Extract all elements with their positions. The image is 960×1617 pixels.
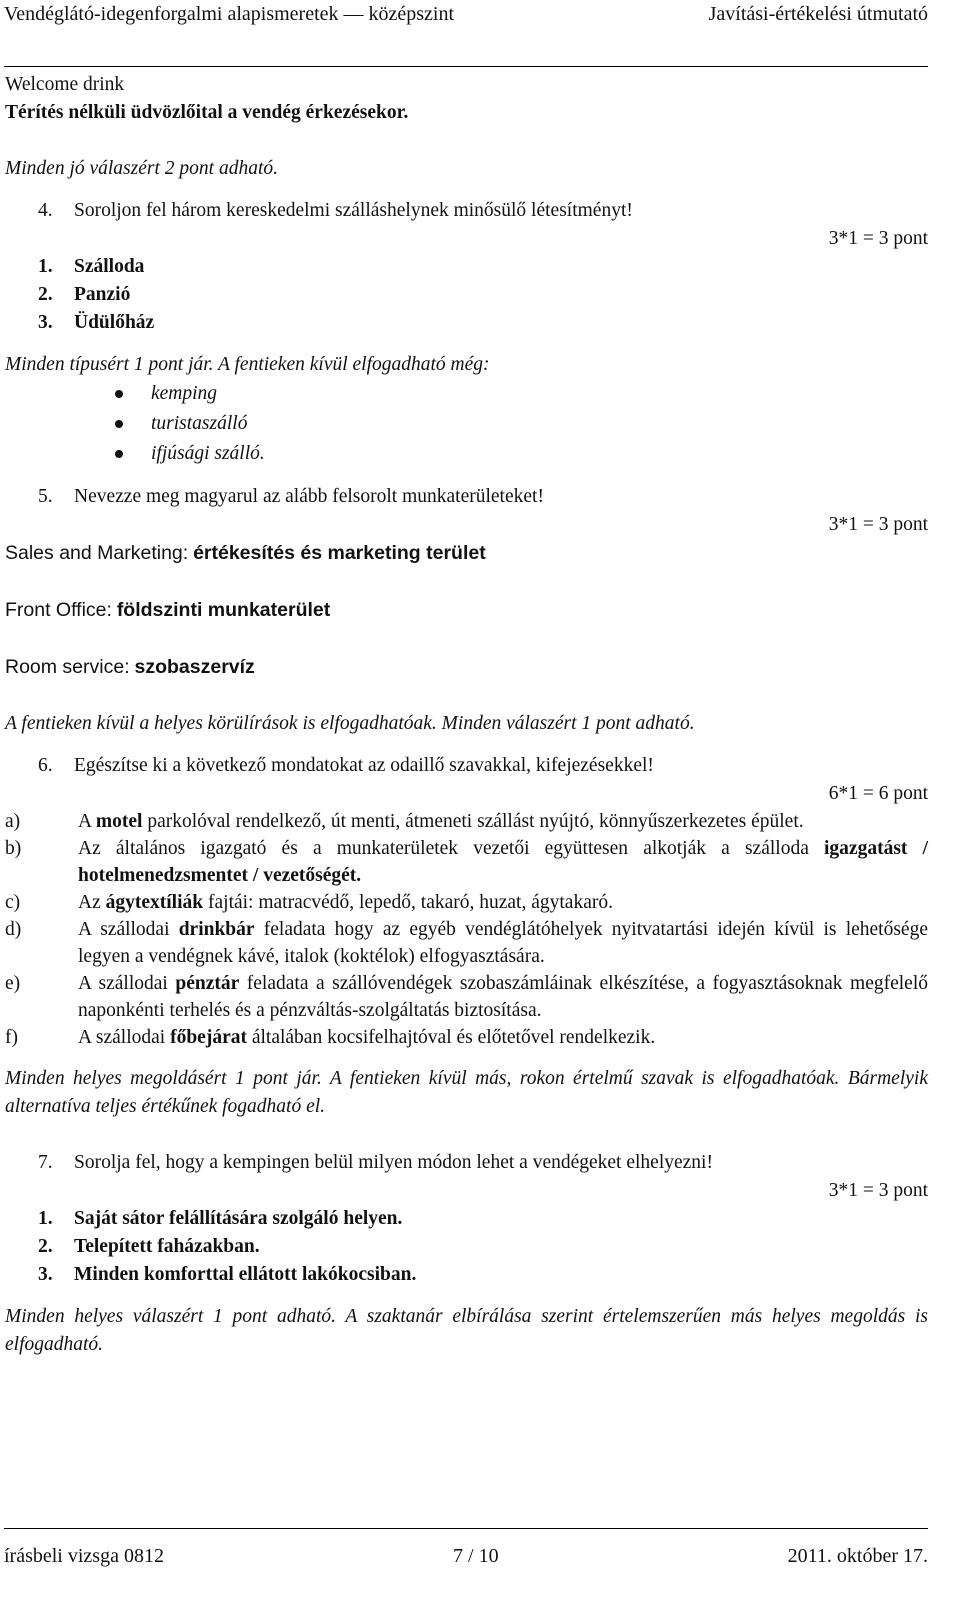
worksection-item: Sales and Marketing: értékesítés és marketing terület bbox=[5, 542, 486, 564]
answer-item: 1. Saját sátor felállítására szolgáló helyen. bbox=[38, 1208, 403, 1229]
header-subtitle: Javítási-értékelési útmutató bbox=[708, 3, 928, 25]
question-text: Nevezze meg magyarul az alább felsorolt munkaterületeket! bbox=[74, 486, 544, 507]
question-number: 4. bbox=[38, 200, 53, 221]
page-content bbox=[5, 71, 928, 1359]
bullet-item: ifjúsági szálló. bbox=[5, 439, 928, 469]
page-header bbox=[4, 0, 928, 26]
answer-item: 3. Üdülőház bbox=[38, 312, 155, 333]
question-points: 3*1 = 3 pont bbox=[828, 228, 928, 249]
answer-item: 2. Telepített faházakban. bbox=[38, 1236, 260, 1257]
term-welcome-drink: Welcome drink bbox=[5, 74, 125, 95]
bullet-list bbox=[5, 379, 928, 469]
question-number: 5. bbox=[38, 486, 53, 507]
scoring-note: Minden jó válaszért 2 pont adható. bbox=[5, 158, 278, 179]
q5-first-row bbox=[5, 511, 928, 568]
question-points: 3*1 = 3 pont bbox=[828, 514, 928, 535]
question-text: Soroljon fel három kereskedelmi szálláshelynek minősülő létesítményt! bbox=[74, 200, 633, 221]
question-points: 6*1 = 6 pont bbox=[828, 783, 928, 804]
completion-item: c) Az ágytextíliák fajtái: matracvédő, lepedő, takaró, huzat, ágytakaró. bbox=[5, 892, 613, 913]
scoring-note: Minden helyes válaszért 1 pont adható. A szaktanár elbírálása szerint értelemszerűen más helyes megoldás is elfogadható. bbox=[5, 1306, 928, 1355]
answer-item: 3. Minden komforttal ellátott lakókocsiban. bbox=[38, 1264, 417, 1285]
worksection-item: Front Office: földszinti munkaterület bbox=[5, 599, 331, 621]
bullet-item: turistaszálló bbox=[5, 409, 928, 439]
completion-item: b) Az általános igazgató és a munkaterületek vezetői együttesen alkotják a szálloda igazgatást / hotelmenedzsmentet / vezetőségét. bbox=[5, 838, 928, 886]
question-4 bbox=[5, 197, 928, 225]
bullet-item: kemping bbox=[5, 379, 928, 409]
question-number: 6. bbox=[38, 755, 53, 776]
page-footer bbox=[4, 1542, 928, 1570]
question-points: 3*1 = 3 pont bbox=[828, 1180, 928, 1201]
footer-date: 2011. október 17. bbox=[787, 1545, 928, 1567]
question-text: Sorolja fel, hogy a kempingen belül milyen módon lehet a vendégeket elhelyezni! bbox=[74, 1152, 713, 1173]
question-6 bbox=[5, 752, 928, 780]
question-number: 7. bbox=[38, 1152, 53, 1173]
header-title: Vendéglátó-idegenforgalmi alapismeretek — középszint bbox=[4, 3, 455, 25]
answer-item: 2. Panzió bbox=[38, 284, 131, 305]
scoring-note: Minden típusért 1 pont jár. A fentieken kívül elfogadható még: bbox=[5, 354, 490, 375]
scoring-note: A fentieken kívül a helyes körülírások is elfogadhatóak. Minden válaszért 1 pont adható. bbox=[5, 713, 695, 734]
scoring-note: Minden helyes megoldásért 1 pont jár. A fentieken kívül más, rokon értelmű szavak is elfogadhatóak. Bármelyik alternatíva teljes értékűnek fogadható el. bbox=[5, 1068, 928, 1117]
page-number: 7 / 10 bbox=[453, 1545, 499, 1567]
answer-item: 1. Szálloda bbox=[38, 256, 145, 277]
header-rule bbox=[4, 66, 928, 67]
worksection-item: Room service: szobaszervíz bbox=[5, 656, 255, 678]
completion-item: a) A motel parkolóval rendelkező, út menti, átmeneti szállást nyújtó, könnyűszerkezetes épület. bbox=[5, 811, 804, 832]
question-7 bbox=[5, 1149, 928, 1177]
completion-item: e) A szállodai pénztár feladata a szállóvendégek szobaszámláinak elkészítése, a fogyasztásoknak megfelelő naponkénti terhelés és a pénzváltás-szolgáltatás biztosítása. bbox=[5, 973, 928, 1021]
question-text: Egészítse ki a következő mondatokat az odaillő szavakkal, kifejezésekkel! bbox=[74, 755, 654, 776]
question-5 bbox=[5, 483, 928, 511]
completion-item: f) A szállodai főbejárat általában kocsifelhajtóval és előtetővel rendelkezik. bbox=[5, 1027, 656, 1048]
footer-rule bbox=[4, 1528, 928, 1529]
completion-item: d) A szállodai drinkbár feladata hogy az egyéb vendéglátóhelyek nyitvatartási idején kívül is lehetősége legyen a vendégnek kávé, italok (koktélok) elfogyasztására. bbox=[5, 919, 928, 967]
footer-exam-code: írásbeli vizsga 0812 bbox=[4, 1545, 164, 1567]
term-definition: Térítés nélküli üdvözlőital a vendég érkezésekor. bbox=[5, 102, 409, 123]
